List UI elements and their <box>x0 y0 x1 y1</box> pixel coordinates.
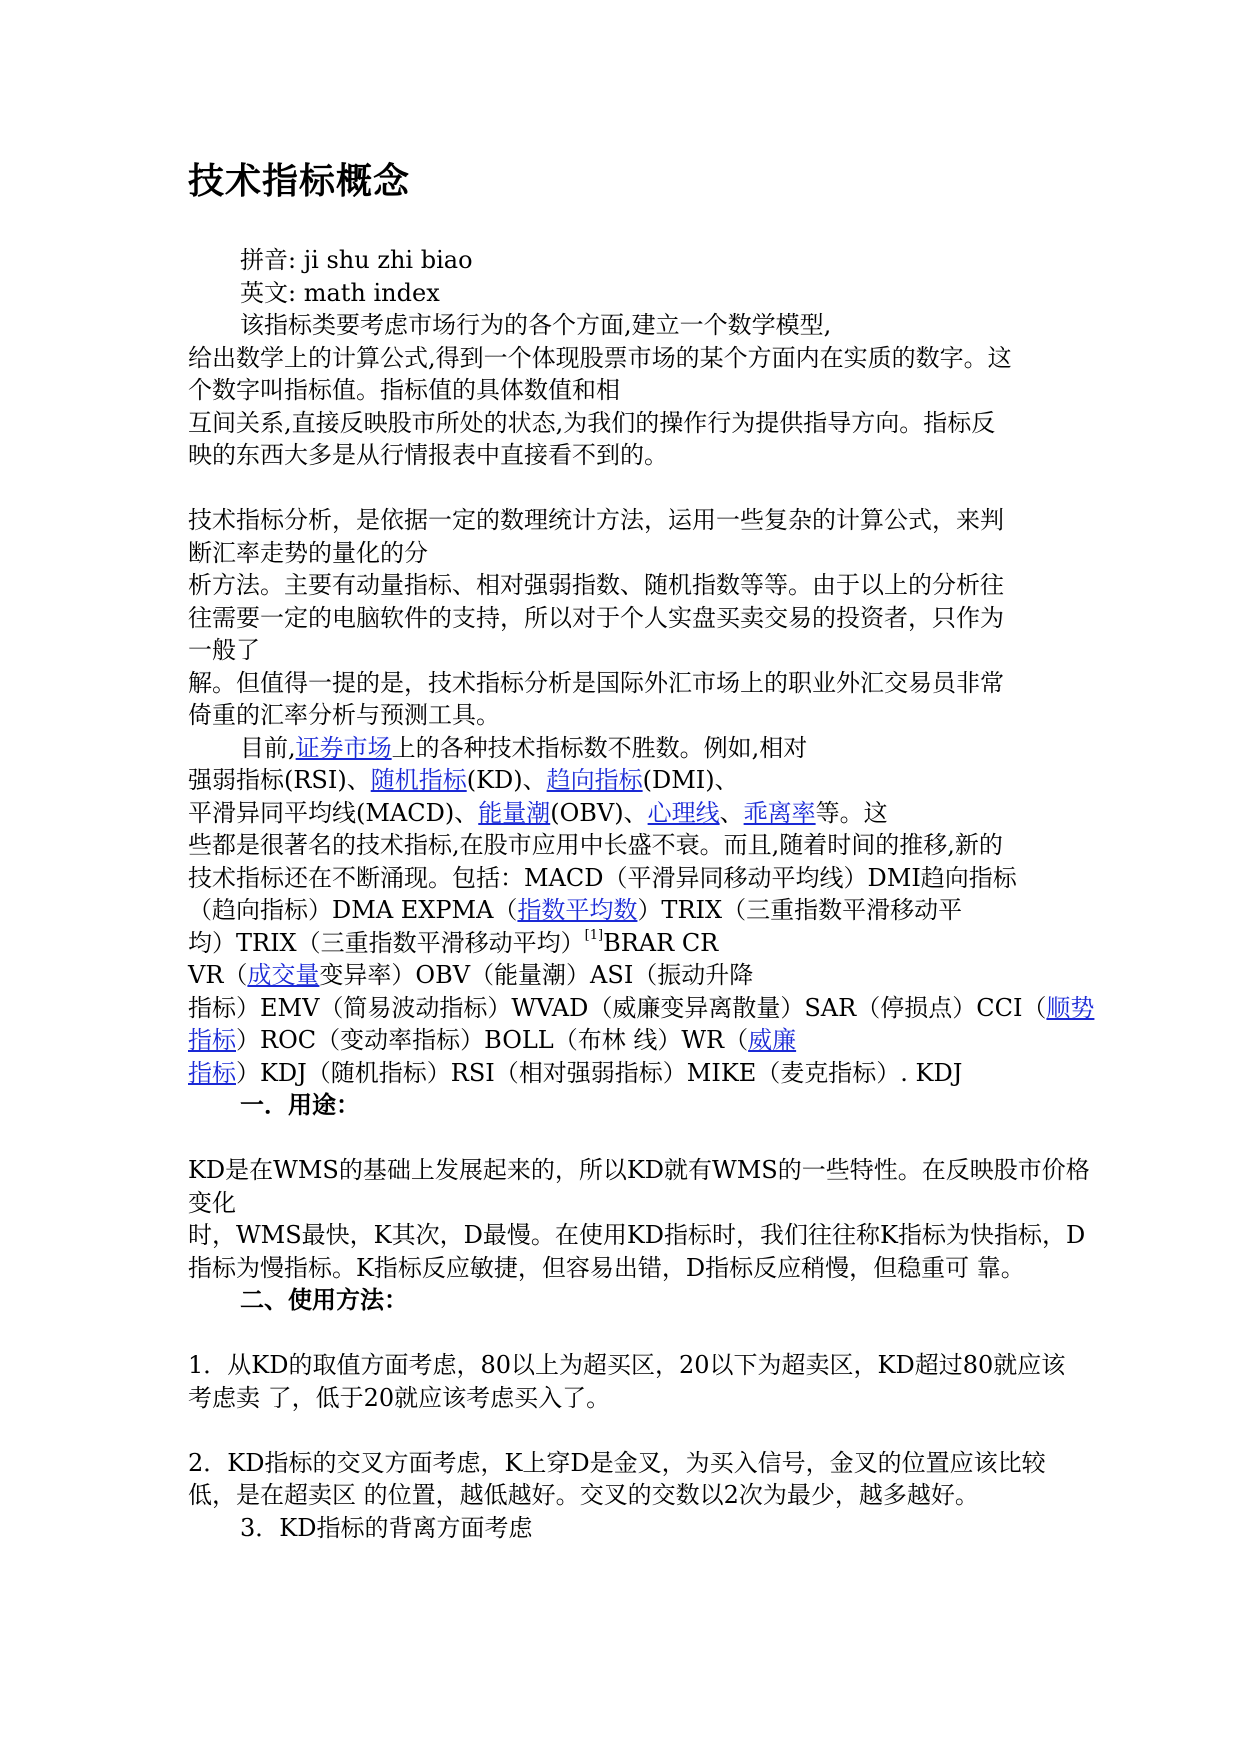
link-ema[interactable]: 指数平均数 <box>517 896 638 924</box>
text-run: VR（ <box>188 961 248 989</box>
english-line: 英文: math index <box>240 278 440 307</box>
paragraph-line: KD是在WMS的基础上发展起来的，所以KD就有WMS的一些特性。在反映股市价格 <box>188 1156 1090 1184</box>
text-run: ）KDJ（随机指标）RSI（相对强弱指标）MIKE（麦克指标）. KDJ <box>236 1058 963 1087</box>
link-psychological-line[interactable]: 心理线 <box>647 798 720 827</box>
link-volume[interactable]: 成交量 <box>247 961 320 989</box>
paragraph-line: 析方法。主要有动量指标、相对强弱指数、随机指数等等。由于以上的分析往 <box>188 571 1004 599</box>
paragraph-line: 时，WMS最快，K其次，D最慢。在使用KD指标时，我们往往称K指标为快指标，D <box>188 1221 1086 1249</box>
section-heading-method: 二、使用方法： <box>240 1286 408 1314</box>
list-item-line: 低，是在超卖区 的位置，越低越好。交叉的交数以2次为最少，越多越好。 <box>188 1481 979 1509</box>
paragraph-line <box>188 992 1095 1025</box>
paragraph-line: 映的东西大多是从行情报表中直接看不到的。 <box>188 441 668 469</box>
text-run: (OBV)、 <box>550 798 648 827</box>
link-cci-cont[interactable]: 指标 <box>188 1026 236 1054</box>
link-bias[interactable]: 乖离率 <box>743 798 816 827</box>
paragraph-line: 倚重的汇率分析与预测工具。 <box>188 701 500 729</box>
section-heading-usage: 一．用途： <box>240 1091 360 1119</box>
paragraph-line: 给出数学上的计算公式,得到一个体现股票市场的某个方面内在实质的数字。这 <box>188 343 1012 372</box>
text-run: （趋向指标）DMA EXPMA（ <box>188 896 518 924</box>
list-item-line: 考虑卖 了，低于20就应该考虑买入了。 <box>188 1383 611 1412</box>
paragraph-line: 该指标类要考虑市场行为的各个方面,建立一个数学模型, <box>240 311 832 339</box>
blank-line <box>188 1122 1056 1155</box>
blank-line <box>188 472 1056 505</box>
paragraph-line <box>188 894 1056 927</box>
text-run: 上的各种技术指标数不胜数。例如,相对 <box>391 733 808 762</box>
document-title: 技术指标概念 <box>188 161 411 202</box>
text-run: 等。这 <box>815 798 888 827</box>
list-item-line: 3．KD指标的背离方面考虑 <box>240 1513 533 1542</box>
paragraph-line: 一般了 <box>188 636 260 664</box>
paragraph-line: 变化 <box>188 1188 236 1217</box>
link-williams-cont[interactable]: 指标 <box>188 1058 236 1087</box>
paragraph-line <box>188 959 1056 992</box>
paragraph-line: 指标为慢指标。K指标反应敏捷，但容易出错，D指标反应稍慢，但稳重可 靠。 <box>188 1253 1025 1282</box>
text-run: 变异率）OBV（能量潮）ASI（振动升降 <box>319 961 754 989</box>
text-run: 均）TRIX（三重指数平滑移动平均） <box>188 928 585 957</box>
text-run: (KD)、 <box>466 766 547 794</box>
blank-line <box>188 1317 1056 1350</box>
paragraph-line: 断汇率走势的量化的分 <box>188 538 428 567</box>
link-williams[interactable]: 威廉 <box>748 1026 797 1054</box>
link-cci[interactable]: 顺势 <box>1046 993 1095 1022</box>
paragraph-line: 往需要一定的电脑软件的支持，所以对于个人实盘买卖交易的投资者，只作为 <box>188 603 1004 632</box>
paragraph-line: 技术指标分析，是依据一定的数理统计方法，运用一些复杂的计算公式，来判 <box>188 506 1004 534</box>
text-run: 指标）EMV（简易波动指标）WVAD（威廉变异离散量）SAR（停损点）CCI（ <box>188 993 1047 1022</box>
text-run: (DMI)、 <box>642 766 739 794</box>
text-run: ）ROC（变动率指标）BOLL（布林 线）WR（ <box>236 1026 749 1054</box>
paragraph-line: 解。但值得一提的是，技术指标分析是国际外汇市场上的职业外汇交易员非常 <box>188 668 1004 697</box>
list-item-line: 1．从KD的取值方面考虑，80以上为超买区，20以下为超卖区，KD超过80就应该 <box>188 1351 1066 1379</box>
list-item-line: 2．KD指标的交叉方面考虑，K上穿D是金叉，为买入信号，金叉的位置应该比较 <box>188 1448 1046 1477</box>
paragraph-line <box>188 1024 1056 1057</box>
blank-line <box>188 1414 1056 1447</box>
link-trend-indicator[interactable]: 趋向指标 <box>546 766 643 794</box>
text-run: 强弱指标(RSI)、 <box>188 766 371 794</box>
text-run: BRAR CR <box>603 928 719 957</box>
paragraph-line: 技术指标还在不断涌现。包括：MACD（平滑异同移动平均线）DMI趋向指标 <box>188 863 1017 892</box>
text-run: 目前, <box>240 733 296 762</box>
text-run: ）TRIX（三重指数平滑移动平 <box>637 896 963 924</box>
text-run: 、 <box>719 798 744 827</box>
paragraph-line: 些都是很著名的技术指标,在股市应用中长盛不衰。而且,随着时间的推移,新的 <box>188 831 1003 859</box>
footnote-ref[interactable]: [1] <box>584 927 604 943</box>
link-obv[interactable]: 能量潮 <box>478 798 551 827</box>
paragraph-line <box>188 764 1056 797</box>
paragraph-line <box>188 797 1056 830</box>
link-securities-market[interactable]: 证券市场 <box>295 733 392 762</box>
text-run: 平滑异同平均线(MACD)、 <box>188 798 479 827</box>
pinyin-line: 拼音: ji shu zhi biao <box>240 246 473 274</box>
paragraph-line: 互间关系,直接反映股市所处的状态,为我们的操作行为提供指导方向。指标反 <box>188 408 996 437</box>
paragraph-line <box>188 1057 1056 1090</box>
paragraph-line <box>188 927 1056 960</box>
link-random-indicator[interactable]: 随机指标 <box>370 766 467 794</box>
document-body <box>188 244 1095 1544</box>
paragraph-line: 个数字叫指标值。指标值的具体数值和相 <box>188 376 620 404</box>
paragraph-line <box>188 732 1056 765</box>
